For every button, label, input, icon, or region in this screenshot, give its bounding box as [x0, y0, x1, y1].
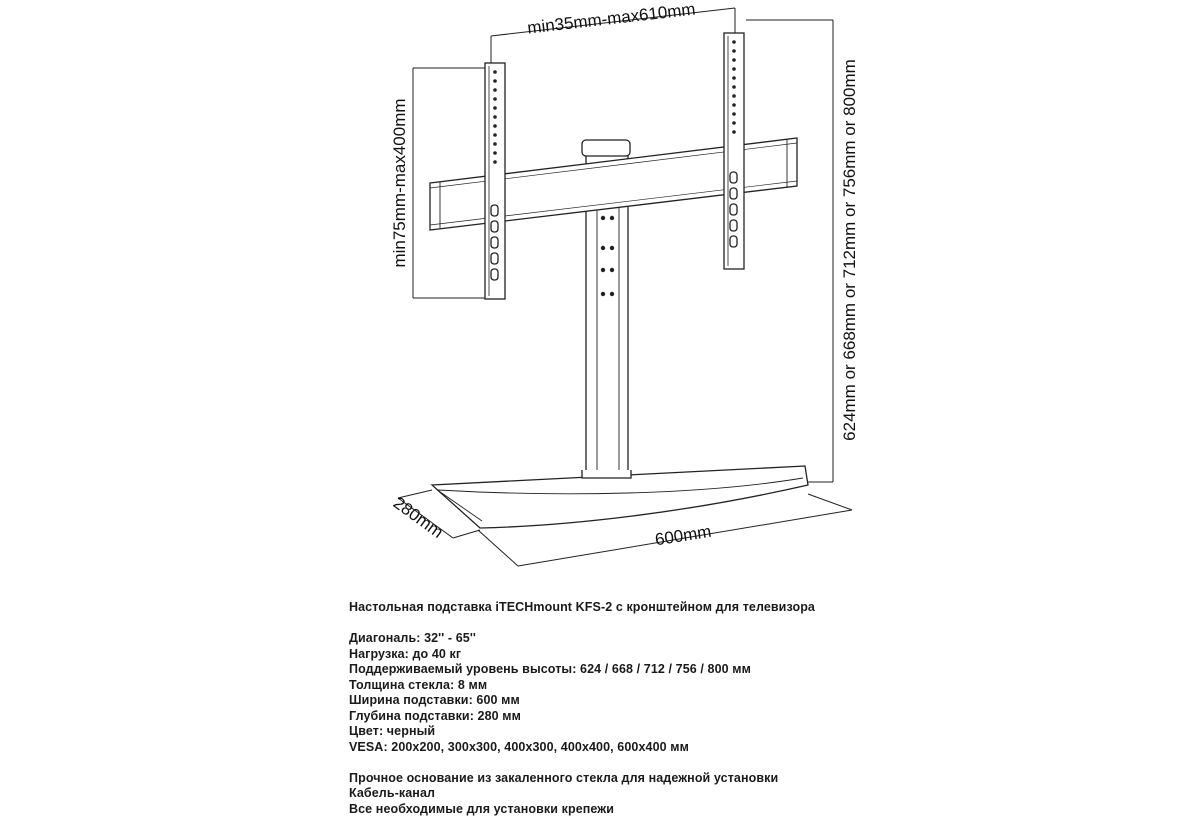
- total-height-dimension-lines: [746, 20, 833, 482]
- left-vesa-arm: [485, 63, 505, 299]
- base-width-label: 600mm: [653, 521, 713, 550]
- feature-item: Все необходимые для установки крепежи: [349, 801, 615, 816]
- product-description: [349, 600, 1109, 833]
- right-vesa-arm: [724, 33, 744, 269]
- spec-item: Цвет: черный: [349, 724, 436, 738]
- total-height-label: 624mm or 668mm or 712mm or 756mm or 800mm: [840, 59, 859, 441]
- spec-item: VESA: 200x200, 300x300, 400x300, 400x400, 600x400 мм: [349, 739, 689, 754]
- bracket-width-label: min35mm-max610mm: [526, 0, 697, 38]
- spec-item: Диагональ: 32'' - 65'': [349, 631, 476, 645]
- spec-item: Ширина подставки: 600 мм: [349, 693, 520, 707]
- spec-item: Поддерживаемый уровень высоты: 624 / 668 / 712 / 756 / 800 мм: [349, 662, 751, 676]
- spec-list: [349, 631, 1109, 755]
- spec-item: Толщина стекла: 8 мм: [349, 677, 488, 692]
- feature-item: Кабель-канал: [349, 786, 436, 800]
- spec-item: Нагрузка: до 40 кг: [349, 646, 462, 661]
- bracket-height-label: min75mm-max400mm: [390, 98, 409, 268]
- feature-item: Прочное основание из закаленного стекла для надежной установки: [349, 770, 779, 785]
- product-title: Настольная подставка iTECHmount KFS-2 с кронштейном для телевизора: [349, 600, 815, 614]
- feature-list: [349, 771, 1109, 818]
- spec-item: Глубина подставки: 280 мм: [349, 708, 521, 723]
- base-depth-label: 280mm: [389, 493, 447, 542]
